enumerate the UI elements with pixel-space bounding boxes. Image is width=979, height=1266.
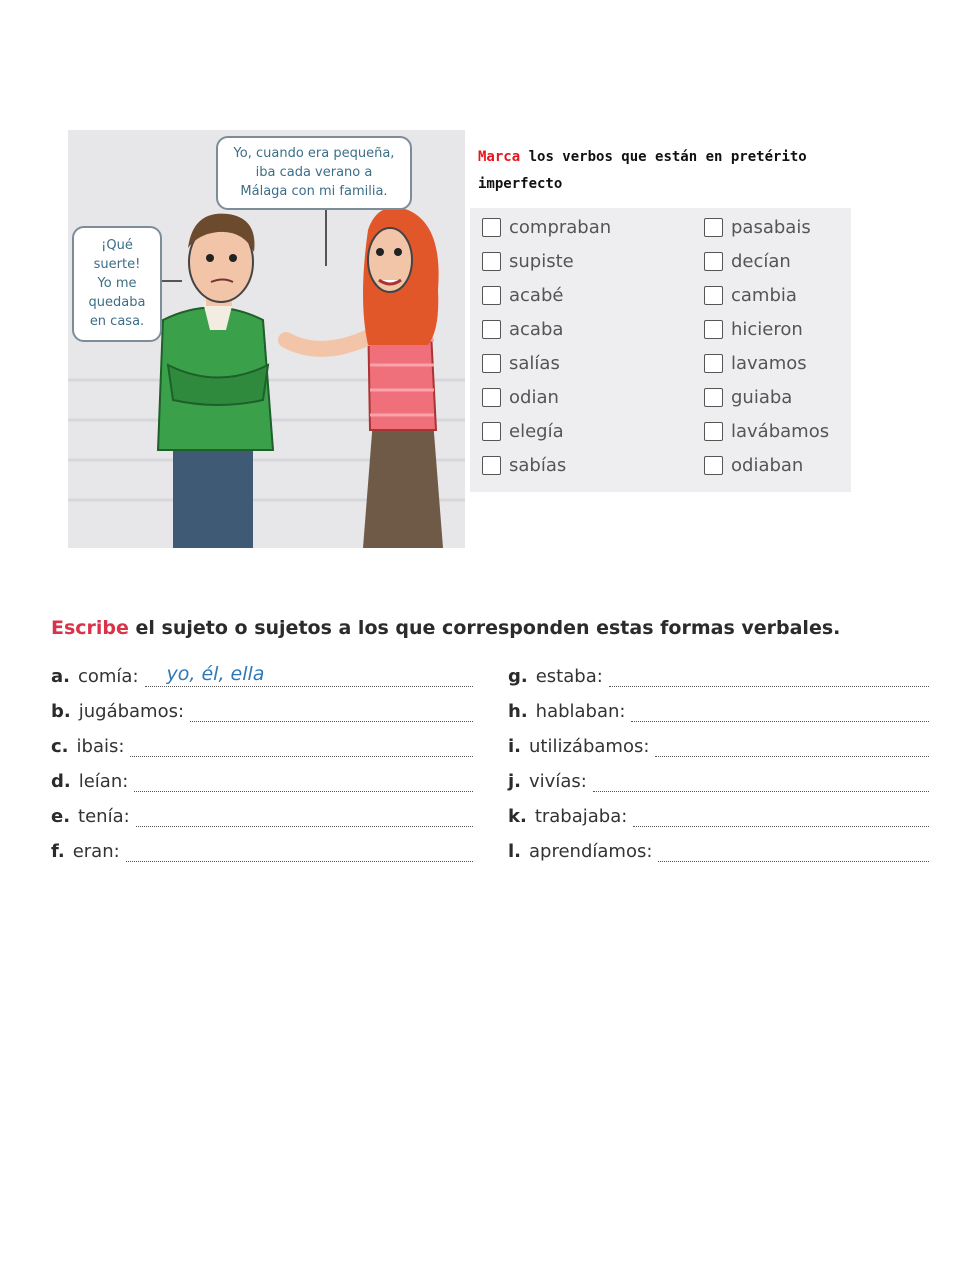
checkbox-item[interactable]: odian <box>482 382 559 412</box>
answer-row: l. aprendíamos: <box>508 832 929 862</box>
checkbox[interactable] <box>704 388 723 407</box>
instruction-highlight: Marca <box>478 149 521 165</box>
checkbox-item[interactable]: acabé <box>482 280 563 310</box>
answer-field[interactable] <box>655 731 929 757</box>
answer-row: f. eran: <box>51 832 473 862</box>
checkbox-item[interactable]: elegía <box>482 416 564 446</box>
answer-field[interactable] <box>190 696 473 722</box>
answer-row: b. jugábamos: <box>51 692 473 722</box>
checkbox[interactable] <box>482 320 501 339</box>
answer-field[interactable] <box>593 766 929 792</box>
checkbox[interactable] <box>704 354 723 373</box>
exercise1-instruction <box>478 144 818 198</box>
answer-field[interactable] <box>126 836 473 862</box>
checkbox-item[interactable]: salías <box>482 348 560 378</box>
checkbox[interactable] <box>482 218 501 237</box>
exercise2-heading <box>51 617 840 639</box>
answer-field[interactable] <box>136 801 473 827</box>
heading-text: el sujeto o sujetos a los que corresponden estas formas verbales. <box>128 617 841 639</box>
answer-row: g. estaba: <box>508 657 929 687</box>
checkbox-item[interactable]: pasabais <box>704 212 811 242</box>
checkbox-item[interactable]: sabías <box>482 450 566 480</box>
answer-field[interactable]: yo, él, ella <box>145 661 473 687</box>
answer-row: e. tenía: <box>51 797 473 827</box>
checkbox[interactable] <box>482 422 501 441</box>
answer-row: k. trabajaba: <box>508 797 929 827</box>
verb-checklist <box>470 208 851 492</box>
checkbox-item[interactable]: lavábamos <box>704 416 829 446</box>
comic-illustration <box>68 130 465 548</box>
checkbox[interactable] <box>704 456 723 475</box>
checkbox[interactable] <box>482 286 501 305</box>
answer-row: d. leían: <box>51 762 473 792</box>
answer-field[interactable] <box>130 731 473 757</box>
checkbox-item[interactable]: acaba <box>482 314 563 344</box>
checkbox[interactable] <box>704 252 723 271</box>
boy-bubble-tail <box>162 280 182 282</box>
boy-speech-bubble: ¡Qué suerte! Yo me quedaba en casa. <box>72 226 162 342</box>
checkbox[interactable] <box>704 218 723 237</box>
checkbox-item[interactable]: cambia <box>704 280 797 310</box>
answer-row: a. comía: yo, él, ella <box>51 657 473 687</box>
checkbox-item[interactable]: lavamos <box>704 348 807 378</box>
heading-highlight: Escribe <box>51 617 129 639</box>
answer-field[interactable] <box>633 801 929 827</box>
checkbox[interactable] <box>482 388 501 407</box>
answer-field[interactable] <box>658 836 929 862</box>
checkbox[interactable] <box>704 286 723 305</box>
girl-bubble-tail <box>325 210 327 266</box>
answer-field[interactable] <box>134 766 473 792</box>
boy-figure <box>158 214 273 548</box>
instruction-text: los verbos que están en pretérito imperfecto <box>478 149 807 192</box>
girl-figure <box>286 208 443 549</box>
checkbox[interactable] <box>482 456 501 475</box>
answer-field[interactable] <box>631 696 929 722</box>
checkbox-item[interactable]: odiaban <box>704 450 803 480</box>
answer-row: h. hablaban: <box>508 692 929 722</box>
checkbox-item[interactable]: supiste <box>482 246 574 276</box>
checkbox-item[interactable]: hicieron <box>704 314 803 344</box>
answer-row: i. utilizábamos: <box>508 727 929 757</box>
girl-speech-bubble: Yo, cuando era pequeña, iba cada verano a Málaga con mi familia. <box>216 136 412 210</box>
checkbox[interactable] <box>704 320 723 339</box>
answer-row: c. ibais: <box>51 727 473 757</box>
checkbox[interactable] <box>482 252 501 271</box>
checkbox-item[interactable]: guiaba <box>704 382 792 412</box>
checkbox-item[interactable]: decían <box>704 246 791 276</box>
answer-field[interactable] <box>609 661 929 687</box>
checkbox[interactable] <box>704 422 723 441</box>
checkbox-item[interactable]: compraban <box>482 212 611 242</box>
checkbox[interactable] <box>482 354 501 373</box>
answer-row: j. vivías: <box>508 762 929 792</box>
